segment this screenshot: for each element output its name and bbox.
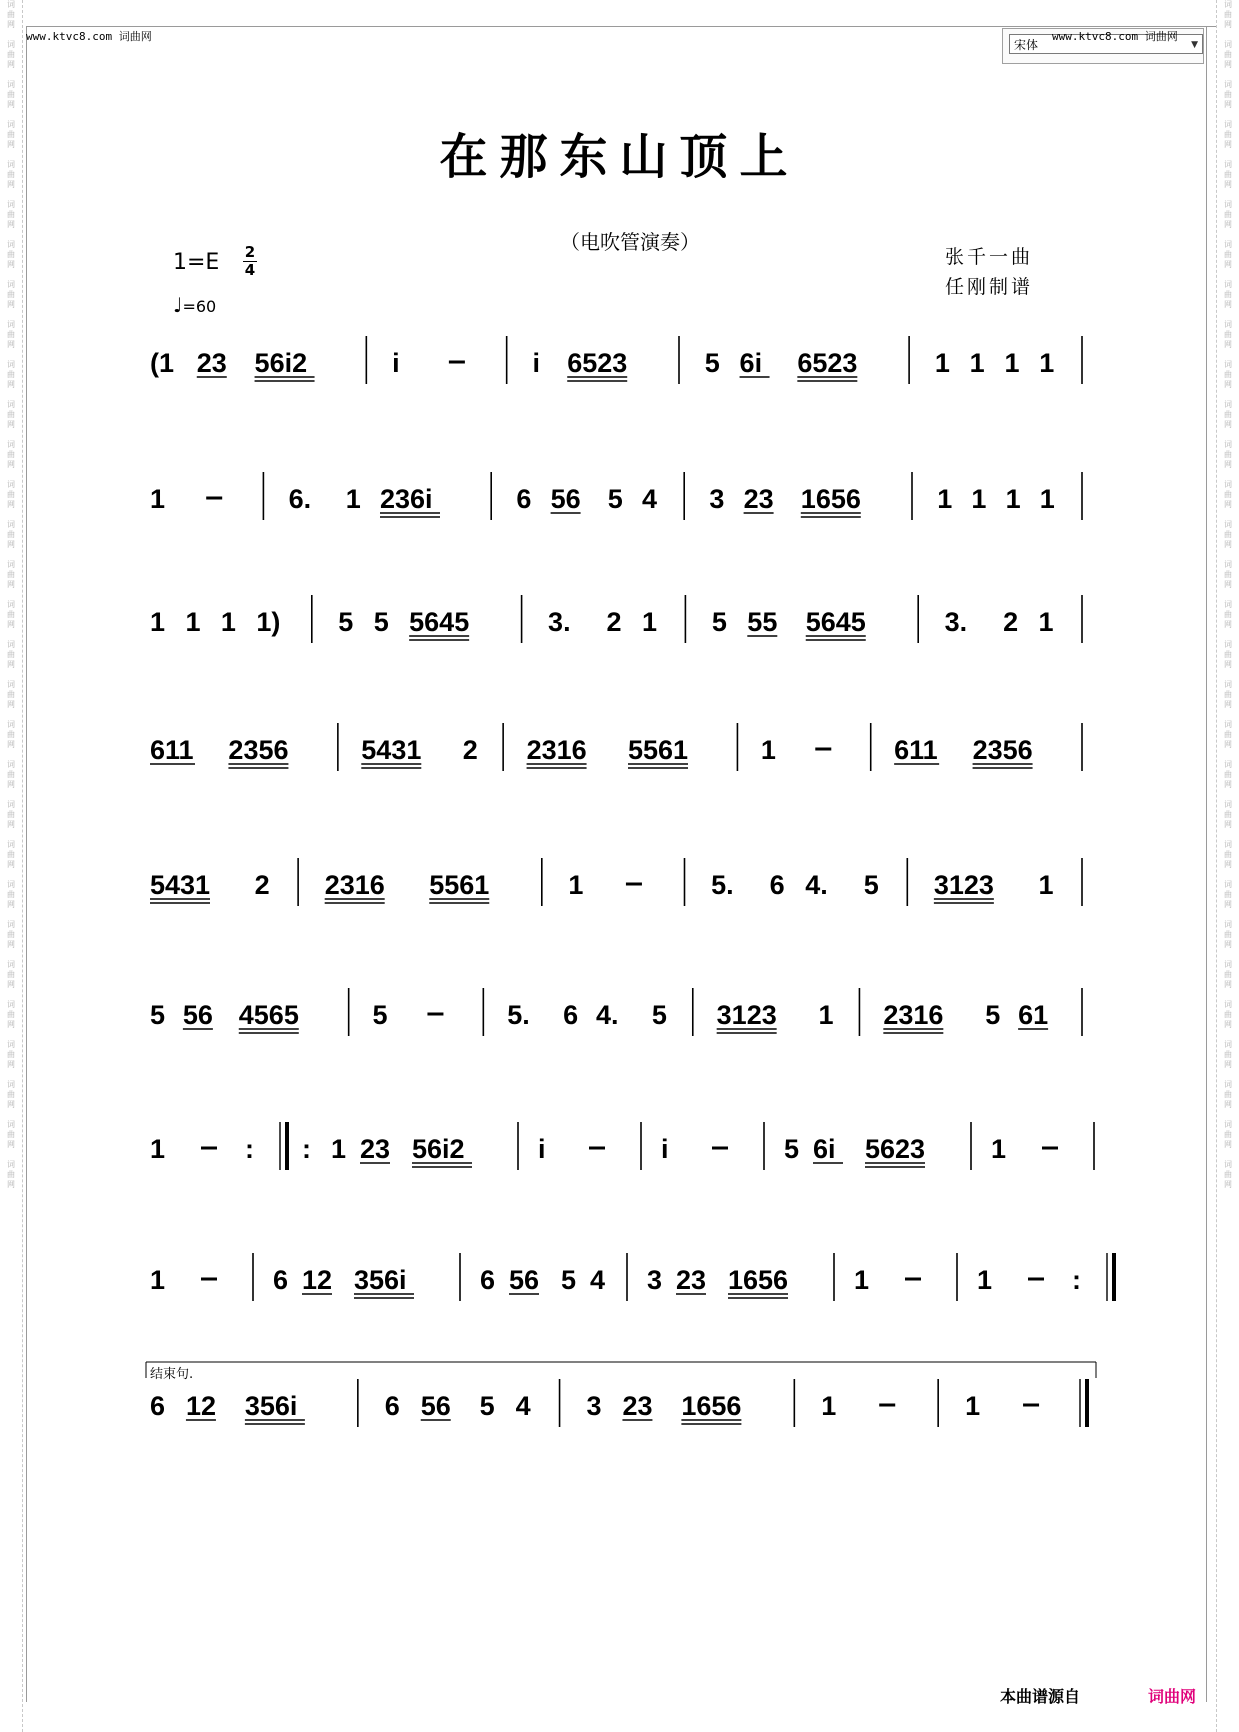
note-group: i bbox=[532, 348, 540, 378]
note-group: 1 bbox=[854, 1265, 870, 1295]
note-group: 5. bbox=[711, 870, 734, 900]
note-group: 6i bbox=[813, 1134, 836, 1164]
note-group: 56 bbox=[182, 1000, 213, 1030]
note-group: 6 bbox=[516, 484, 532, 514]
note-group: 5645 bbox=[805, 607, 866, 637]
note-group: 2316 bbox=[324, 870, 385, 900]
note-group: 1 bbox=[185, 607, 201, 637]
note-group: i bbox=[661, 1134, 669, 1164]
note-group: 12 bbox=[302, 1265, 333, 1295]
note-group: 1 bbox=[641, 607, 657, 637]
note-group: 5 bbox=[561, 1265, 577, 1295]
chevron-down-icon: ▼ bbox=[1191, 40, 1198, 50]
note-group: 1 bbox=[1039, 484, 1055, 514]
note-group: 3 bbox=[647, 1265, 663, 1295]
note-group: 2 bbox=[1003, 607, 1019, 637]
note-group: 1 bbox=[1004, 348, 1020, 378]
note-group: 4. bbox=[805, 870, 828, 900]
note-group: 1 bbox=[977, 1265, 993, 1295]
note-group: 5 bbox=[150, 1000, 166, 1030]
note-group: 5 bbox=[704, 348, 720, 378]
note-group: 1 bbox=[991, 1134, 1007, 1164]
tempo-value: =60 bbox=[182, 297, 217, 316]
note-group: 4565 bbox=[238, 1000, 299, 1030]
note-group: 3 bbox=[709, 484, 725, 514]
note-group: 1 bbox=[345, 484, 361, 514]
note-group: 1 bbox=[965, 1391, 981, 1421]
note-group: i bbox=[392, 348, 400, 378]
note-group: 2356 bbox=[228, 735, 289, 765]
note-group: 56 bbox=[550, 484, 581, 514]
note-group: 5 bbox=[373, 607, 389, 637]
note-group: 5 bbox=[985, 1000, 1001, 1030]
note-group: 2316 bbox=[883, 1000, 944, 1030]
note-group: 5 bbox=[338, 607, 354, 637]
note-group: 5 bbox=[479, 1391, 495, 1421]
note-group: 6 bbox=[384, 1391, 400, 1421]
note-group: 5 bbox=[863, 870, 879, 900]
note-group: 5561 bbox=[628, 735, 689, 765]
note-group: 1 bbox=[150, 484, 166, 514]
note-group: 5 bbox=[651, 1000, 667, 1030]
font-family-value: 宋体 bbox=[1014, 38, 1039, 52]
note-group: 56 bbox=[420, 1391, 451, 1421]
note-group: 356i bbox=[244, 1391, 298, 1421]
note-group: 1656 bbox=[681, 1391, 742, 1421]
note-group: 1 bbox=[937, 484, 953, 514]
note-group: 3 bbox=[586, 1391, 602, 1421]
note-group: 5 bbox=[784, 1134, 800, 1164]
note-group: 56i2 bbox=[254, 348, 308, 378]
performance-subtitle: （电吹管演奏） bbox=[560, 230, 700, 254]
time-signature-numerator: 2 bbox=[244, 243, 256, 261]
note-group: 6 bbox=[769, 870, 785, 900]
footer-source-label: 本曲谱源自 bbox=[1000, 1687, 1081, 1706]
note-group: 5645 bbox=[409, 607, 470, 637]
note-group: 611 bbox=[894, 735, 938, 765]
note-group: i bbox=[538, 1134, 546, 1164]
note-group: 3123 bbox=[716, 1000, 777, 1030]
note-group: 12 bbox=[185, 1391, 216, 1421]
note-group: 1 bbox=[821, 1391, 837, 1421]
note-group: 3123 bbox=[933, 870, 994, 900]
note-group: 236i bbox=[380, 484, 433, 514]
note-group: 23 bbox=[622, 1391, 653, 1421]
note-group: 6. bbox=[288, 484, 312, 514]
note-group: 611 bbox=[150, 735, 194, 765]
note-group: 1 bbox=[150, 1134, 166, 1164]
note-group: 4 bbox=[642, 484, 658, 514]
note-group: 6i bbox=[739, 348, 763, 378]
composer-credit: 张千一曲 bbox=[945, 246, 1034, 268]
note-group: : bbox=[1072, 1265, 1081, 1295]
note-group: 6 bbox=[563, 1000, 579, 1030]
note-group: 1 bbox=[818, 1000, 834, 1030]
note-group: 23 bbox=[360, 1134, 391, 1164]
note-group: 61 bbox=[1018, 1000, 1049, 1030]
watermark-top-left: www.ktvc8.com 词曲网 bbox=[26, 30, 152, 43]
note-group: 3. bbox=[548, 607, 571, 637]
note-group: 1 bbox=[760, 735, 776, 765]
time-signature-denominator: 4 bbox=[244, 261, 256, 279]
note-group: 5561 bbox=[429, 870, 490, 900]
note-group: 5623 bbox=[865, 1134, 926, 1164]
note-group: 5. bbox=[507, 1000, 530, 1030]
footer-brand: 词曲网 bbox=[1148, 1687, 1197, 1706]
note-group: 56i2 bbox=[412, 1134, 465, 1164]
note-group: 1 bbox=[969, 348, 985, 378]
arranger-credit: 任刚制谱 bbox=[945, 276, 1034, 298]
note-group: 1 bbox=[1038, 607, 1054, 637]
note-group: 6 bbox=[480, 1265, 496, 1295]
note-group: 1656 bbox=[728, 1265, 789, 1295]
note-group: 5 bbox=[372, 1000, 388, 1030]
note-group: 5431 bbox=[150, 870, 211, 900]
note-group: 2 bbox=[254, 870, 270, 900]
note-group: 1 bbox=[971, 484, 987, 514]
note-group: 4 bbox=[515, 1391, 531, 1421]
note-group: 3. bbox=[944, 607, 968, 637]
note-group: 1656 bbox=[800, 484, 861, 514]
note-group: 1 bbox=[150, 1265, 166, 1295]
quarter-note-icon: ♩ bbox=[173, 293, 183, 317]
note-group: 2 bbox=[606, 607, 622, 637]
note-group: 23 bbox=[196, 348, 227, 378]
note-group: 4. bbox=[596, 1000, 619, 1030]
note-group: 1 bbox=[1038, 870, 1054, 900]
note-group: 1 bbox=[1005, 484, 1021, 514]
note-group: 23 bbox=[676, 1265, 707, 1295]
note-group: 5 bbox=[607, 484, 623, 514]
note-group: 1) bbox=[256, 607, 281, 637]
note-group: 1 bbox=[331, 1134, 347, 1164]
note-group: 6 bbox=[150, 1391, 166, 1421]
note-group: 356i bbox=[354, 1265, 407, 1295]
note-group: 5431 bbox=[361, 735, 422, 765]
note-group: 1 bbox=[150, 607, 166, 637]
note-group: 1 bbox=[934, 348, 950, 378]
watermark-top-right: www.ktvc8.com 词曲网 bbox=[1052, 30, 1178, 43]
note-group: : bbox=[245, 1134, 254, 1164]
song-title: 在那东山顶上 bbox=[439, 129, 800, 185]
ending-label: 结束句. bbox=[150, 1367, 194, 1382]
note-group: 6523 bbox=[567, 348, 628, 378]
note-group: : bbox=[302, 1134, 311, 1164]
note-group: 4 bbox=[590, 1265, 606, 1295]
note-group: 56 bbox=[509, 1265, 540, 1295]
key-signature: 1=E bbox=[173, 250, 220, 275]
note-group: 1 bbox=[220, 607, 236, 637]
left-watermark-strip: 词 曲 网 词 曲 网 词 曲 网 词 曲 网 词 曲 网 词 曲 网 词 曲 网 词 曲 网 词 曲 网 词 曲 网 词 曲 网 词 曲 网 词 曲 网 词 曲 网 词 曲 网 词 曲 网 词 曲 网 词 曲 网 词 曲 网 词 曲 网 词 曲 网 词 曲 网 词 曲 网 词 曲 网 词 曲 网 词 曲 网 词 曲 网 词 曲 网 词 曲 网 词 曲 网 bbox=[0, 0, 23, 1732]
note-group: 1 bbox=[1039, 348, 1055, 378]
note-group: 1 bbox=[568, 870, 584, 900]
note-group: 2 bbox=[462, 735, 478, 765]
note-group: 55 bbox=[747, 607, 778, 637]
right-watermark-strip: 词 曲 网 词 曲 网 词 曲 网 词 曲 网 词 曲 网 词 曲 网 词 曲 网 词 曲 网 词 曲 网 词 曲 网 词 曲 网 词 曲 网 词 曲 网 词 曲 网 词 曲 网 词 曲 网 词 曲 网 词 曲 网 词 曲 网 词 曲 网 词 曲 网 词 曲 网 词 曲 网 词 曲 网 词 曲 网 词 曲 网 词 曲 网 词 曲 网 词 曲 网 词 曲 网 bbox=[1216, 0, 1239, 1732]
note-group: 6523 bbox=[797, 348, 858, 378]
note-group: 2316 bbox=[526, 735, 587, 765]
note-group: (1 bbox=[150, 348, 175, 378]
note-group: 5 bbox=[711, 607, 727, 637]
note-group: 6 bbox=[273, 1265, 289, 1295]
note-group: 23 bbox=[743, 484, 774, 514]
note-group: 2356 bbox=[972, 735, 1033, 765]
